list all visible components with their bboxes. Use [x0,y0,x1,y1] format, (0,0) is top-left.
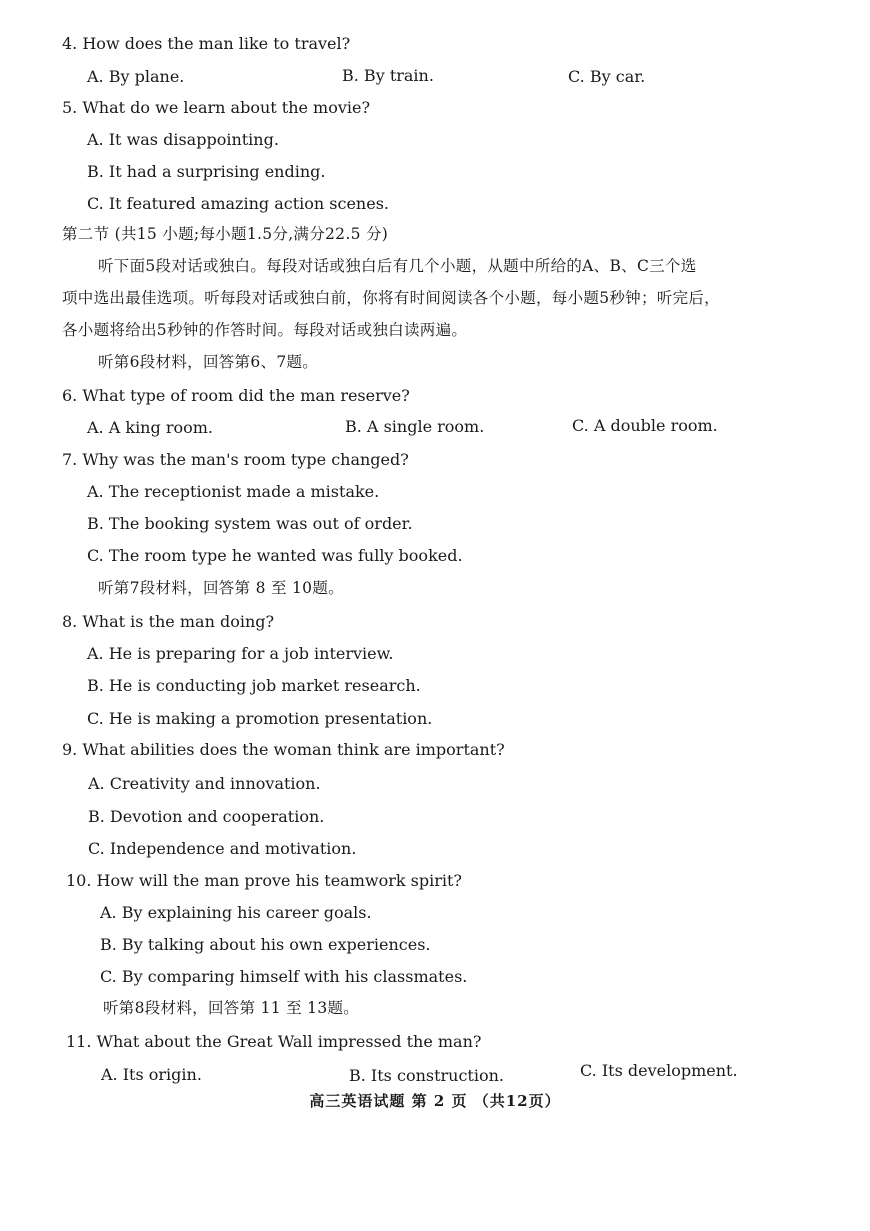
question-6-stem: 6. What type of room did the man reserve? [62,386,410,405]
question-11-stem: 11. What about the Great Wall impressed the man? [66,1032,482,1051]
instruction-line-1: 听下面5段对话或独白。每段对话或独白后有几个小题，从题中所给的A、B、C三个选 [98,257,697,275]
question-7-option-c: C. The room type he wanted was fully booked. [87,546,463,565]
question-8-option-a: A. He is preparing for a job interview. [87,644,394,663]
section-heading: 第二节 (共15 小题;每小题1.5分,满分22.5 分) [62,225,389,243]
question-10-option-c: C. By comparing himself with his classmates. [100,967,468,986]
question-7-option-a: A. The receptionist made a mistake. [87,482,380,501]
question-10-option-b: B. By talking about his own experiences. [100,935,431,954]
material-7-note: 听第7段材料，回答第 8 至 10题。 [98,579,344,597]
question-5-option-a: A. It was disappointing. [87,130,279,149]
question-8-option-c: C. He is making a promotion presentation. [87,709,433,728]
question-11-option-c: C. Its development. [580,1061,738,1080]
question-10-option-a: A. By explaining his career goals. [100,903,372,922]
question-5-stem: 5. What do we learn about the movie? [62,98,371,117]
instruction-line-3: 各小题将给出5秒钟的作答时间。每段对话或独白读两遍。 [62,321,468,339]
question-9-option-c: C. Independence and motivation. [88,839,357,858]
question-6-option-a: A. A king room. [87,418,213,437]
question-5-option-c: C. It featured amazing action scenes. [87,194,389,213]
material-6-note: 听第6段材料，回答第6、7题。 [98,353,319,371]
question-9-stem: 9. What abilities does the woman think are important? [62,740,505,759]
question-7-stem: 7. Why was the man's room type changed? [62,450,409,469]
question-4-option-b: B. By train. [342,66,434,85]
question-7-option-b: B. The booking system was out of order. [87,514,413,533]
question-6-option-b: B. A single room. [345,417,485,436]
question-4-option-a: A. By plane. [87,67,185,86]
question-9-option-b: B. Devotion and cooperation. [88,807,325,826]
question-8-option-b: B. He is conducting job market research. [87,676,421,695]
question-9-option-a: A. Creativity and innovation. [88,774,321,793]
question-11-option-a: A. Its origin. [101,1065,202,1084]
question-4-stem: 4. How does the man like to travel? [62,34,351,53]
page-footer: 高三英语试题 第 2 页 （共12页） [309,1092,561,1110]
question-4-option-c: C. By car. [568,67,646,86]
question-11-option-b: B. Its construction. [349,1066,504,1085]
question-6-option-c: C. A double room. [572,416,718,435]
material-8-note: 听第8段材料，回答第 11 至 13题。 [103,999,360,1017]
question-5-option-b: B. It had a surprising ending. [87,162,326,181]
instruction-line-2: 项中选出最佳选项。听每段对话或独白前，你将有时间阅读各个小题，每小题5秒钟；听完后， [62,289,720,307]
question-8-stem: 8. What is the man doing? [62,612,275,631]
question-10-stem: 10. How will the man prove his teamwork spirit? [66,871,462,890]
